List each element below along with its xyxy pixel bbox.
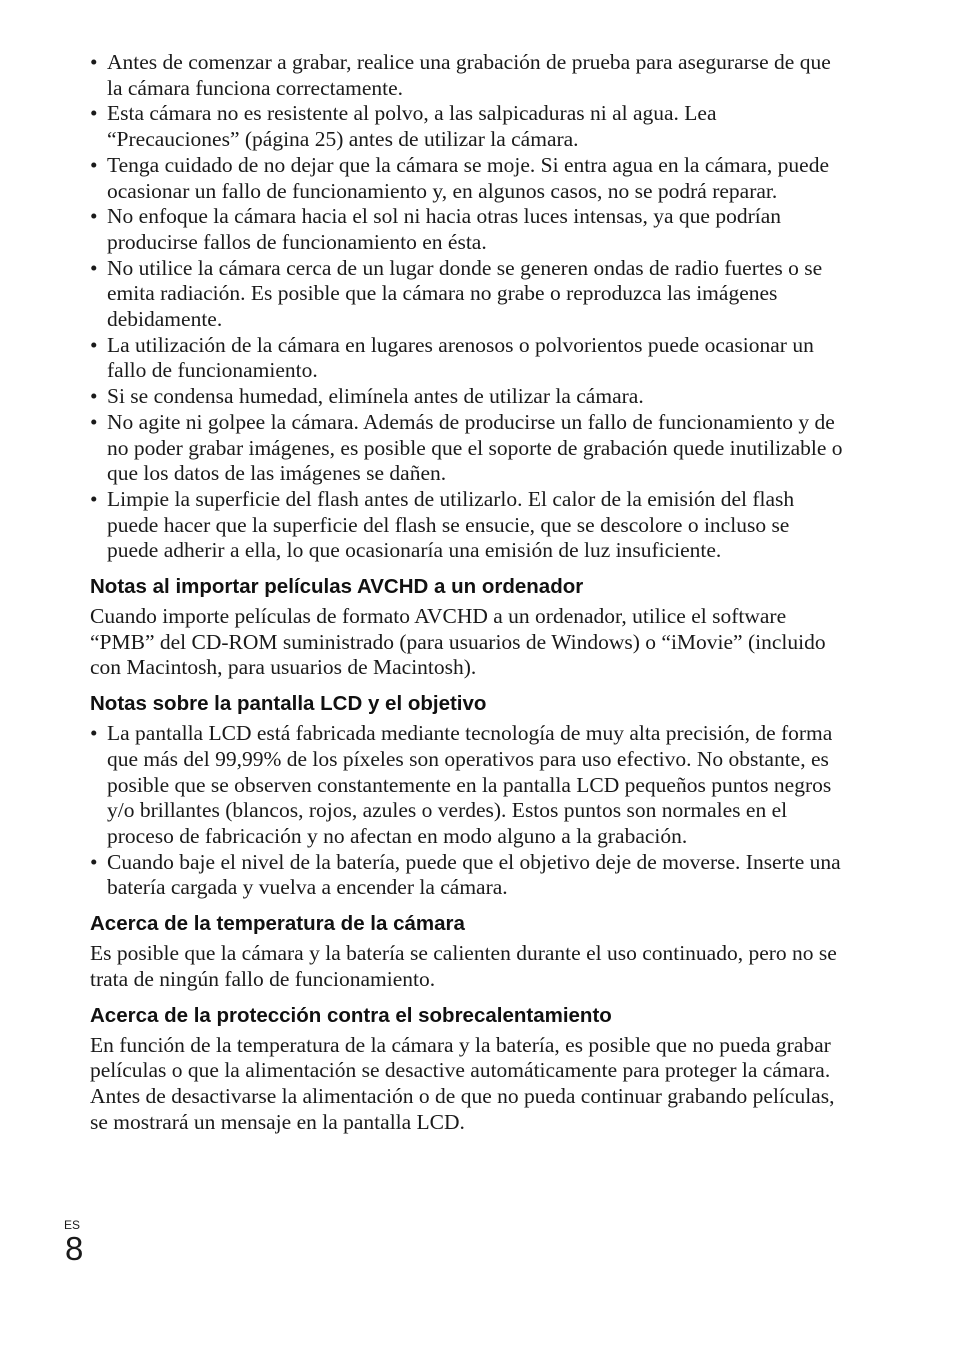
bullet-icon: • (90, 332, 98, 357)
list-item-text: No enfoque la cámara hacia el sol ni hacia otras luces intensas, ya que podrían producirse fallos de funcionamiento en ésta. (107, 204, 781, 254)
section-text-overheat-1: En función de la temperatura de la cámara y la batería, es posible que no pueda grabar películas o que la alimentación se desactive automáticamente para proteger la cámara. (90, 1032, 831, 1083)
list-item (90, 333, 846, 384)
list-item (90, 487, 846, 564)
section-text-avchd: Cuando importe películas de formato AVCHD a un ordenador, utilice el software “PMB” del CD-ROM suministrado (para usuarios de Windows) o “iMovie” (incluido con Macintosh, para usuarios de Macintosh). (90, 604, 826, 680)
section-text-temperature: Es posible que la cámara y la batería se calienten durante el uso continuado, pero no se trata de ningún fallo de funcionamiento. (90, 941, 837, 991)
list-item-text: Antes de comenzar a grabar, realice una grabación de prueba para asegurarse de que la cámara funciona correctamente. (107, 50, 831, 100)
bullet-icon: • (90, 50, 98, 74)
list-item-text: Cuando baje el nivel de la batería, puede que el objetivo deje de moverse. Inserte una batería cargada y vuelva a encender la cámara. (107, 849, 841, 900)
lcd-bullet-list (90, 721, 846, 901)
list-item (90, 850, 846, 901)
intro-bullet-list (90, 50, 846, 564)
page-number: 8 (65, 1230, 84, 1267)
bullet-icon: • (90, 721, 98, 746)
section-heading-overheat: Acerca de la protección contra el sobrecalentamiento (90, 1003, 612, 1027)
list-item-text: Tenga cuidado de no dejar que la cámara se moje. Si entra agua en la cámara, puede ocasionar un fallo de funcionamiento y, en algunos casos, no se podrá reparar. (107, 152, 829, 203)
page-language-code: ES (64, 1218, 81, 1232)
list-item-text: No agite ni golpee la cámara. Además de producirse un fallo de funcionamiento y de no poder grabar imágenes, es posible que el soporte de grabación quede inutilizable o que los datos de las imágenes se dañen. (107, 409, 843, 486)
bullet-icon: • (90, 849, 98, 874)
section-text-overheat-2: Antes de desactivarse la alimentación o de que no pueda continuar grabando películas, se mostrará un mensaje en la pantalla LCD. (90, 1083, 835, 1134)
list-item-text: Si se condensa humedad, elimínela antes de utilizar la cámara. (107, 384, 644, 409)
list-item (90, 50, 846, 101)
list-item-text: La utilización de la cámara en lugares arenosos o polvorientos puede ocasionar un fallo de funcionamiento. (107, 332, 814, 383)
section-heading-lcd: Notas sobre la pantalla LCD y el objetivo (90, 692, 487, 716)
list-item (90, 204, 846, 255)
list-item-text: Esta cámara no es resistente al polvo, a las salpicaduras ni al agua. Lea “Precauciones” (página 25) antes de utilizar la cámara. (107, 101, 717, 152)
list-item-text: Limpie la superficie del flash antes de utilizarlo. El calor de la emisión del flash puede hacer que la superficie del flash se ensucie, que se descolore o incluso se puede adherir a ella, lo que ocasionaría una emisión de luz insuficiente. (107, 486, 795, 563)
bullet-icon: • (90, 409, 98, 434)
list-item-text: No utilice la cámara cerca de un lugar donde se generen ondas de radio fuertes o se emita radiación. Es posible que la cámara no grabe o reproduzca las imágenes debidamente. (107, 255, 823, 332)
section-heading-temperature: Acerca de la temperatura de la cámara (90, 912, 465, 936)
page-content (90, 50, 846, 1135)
list-item (90, 256, 846, 333)
page-marker (64, 1218, 83, 1266)
list-item (90, 101, 846, 152)
list-item-text: La pantalla LCD está fabricada mediante tecnología de muy alta precisión, de forma que más del 99,99% de los píxeles son operativos para uso efectivo. No obstante, es posible que se observen constantemente en la pantalla LCD pequeños puntos negros y/o brillantes (blancos, rojos, azules o verdes). Estos puntos son normales en el proceso de fabricación y no afectan en modo alguno a la grabación. (107, 721, 833, 848)
bullet-icon: • (90, 255, 98, 280)
list-item (90, 153, 846, 204)
bullet-icon: • (90, 101, 98, 126)
section-heading-avchd: Notas al importar películas AVCHD a un ordenador (90, 575, 584, 599)
list-item (90, 410, 846, 487)
bullet-icon: • (90, 486, 98, 511)
bullet-icon: • (90, 384, 98, 409)
list-item (90, 721, 846, 850)
bullet-icon: • (90, 152, 98, 177)
bullet-icon: • (90, 204, 98, 229)
list-item (90, 384, 846, 410)
